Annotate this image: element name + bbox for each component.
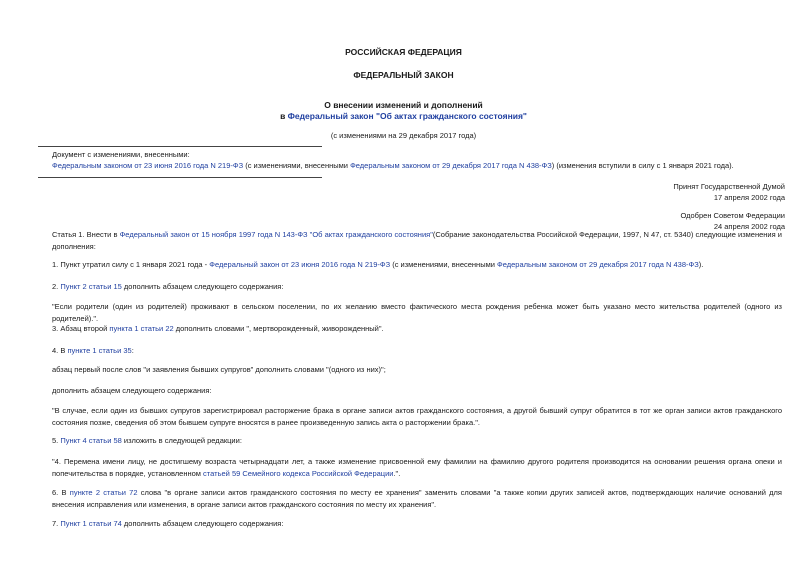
doc-note-label: Документ с изменениями, внесенными:: [52, 150, 190, 159]
paragraph-4: [38, 345, 782, 357]
paragraph-4-a: абзац первый после слов "и заявления бывших супругов" дополнить словами "(одного из них)";: [52, 365, 386, 374]
p1-link-1[interactable]: Федеральный закон от 23 июня 2016 года N 219-ФЗ: [209, 260, 391, 269]
p3-text-1: 3. Абзац второй: [52, 324, 110, 333]
paragraph-4-b: дополнить абзацем следующего содержания:: [52, 386, 212, 395]
p5-text-2: изложить в следующей редакции:: [121, 436, 242, 445]
p4-link-1[interactable]: пункте 1 статьи 35: [67, 346, 132, 355]
p6-text-2: слова "в органе записи актов гражданского состояния по месту ее хранения" заменить словами "а также копии других записей актов, подтверждающих наличие оснований для внесения исправления или изменения, в органе записи актов гражданского состояния по месту их хранения".: [52, 488, 782, 509]
doc-note-line: [52, 161, 734, 170]
paragraph-2: [38, 281, 782, 293]
article-1-link[interactable]: Федеральный закон от 15 ноября 1997 года N 143-ФЗ "Об актах гражданского состояния": [119, 230, 433, 239]
p7-link-1[interactable]: Пункт 1 статьи 74: [60, 519, 122, 528]
country-heading: РОССИЙСКАЯ ФЕДЕРАЦИЯ: [345, 47, 462, 57]
p1-text-1: 1. Пункт утратил силу с 1 января 2021 года -: [52, 260, 210, 269]
law-subtitle: (с изменениями на 29 декабря 2017 года): [330, 131, 477, 140]
article-1: [38, 229, 782, 252]
p5-quote-text-2: .".: [393, 468, 401, 478]
doc-note-link-2[interactable]: Федеральным законом от 29 декабря 2017 года N 438-ФЗ: [350, 161, 552, 170]
approved-by-council: Одобрен Советом Федерации: [680, 211, 785, 220]
paragraph-7: [38, 518, 782, 530]
law-title-line2: [0, 111, 807, 121]
p6-text-1: 6. В: [52, 488, 70, 497]
paragraph-5: [38, 435, 782, 447]
adopted-by-duma: Принят Государственной Думой: [673, 182, 785, 191]
paragraph-4-quote: "В случае, если один из бывших супругов зарегистрировал расторжение брака в органе записи актов гражданского состояния, а другой бывший супруг обратится в тот же орган записи актов гражданского состояния позже, сведения об этом бывшем супруге вносятся в ранее произведенную запись акта о расторжении брака.".: [52, 406, 782, 427]
adopted-date: 17 апреля 2002 года: [713, 193, 785, 202]
p4-text-2: :: [131, 346, 134, 355]
doc-note-link-1[interactable]: Федеральным законом от 23 июня 2016 года N 219-ФЗ: [52, 161, 244, 170]
divider-top: [38, 146, 322, 147]
paragraph-6: [38, 487, 782, 510]
title-prefix: в: [280, 111, 288, 121]
p7-text-2: дополнить абзацем следующего содержания:: [121, 519, 284, 528]
p5-link-1[interactable]: Пункт 4 статьи 58: [60, 436, 122, 445]
p7-text-1: 7.: [52, 519, 61, 528]
paragraph-5-quote: [38, 456, 782, 479]
law-type-heading: ФЕДЕРАЛЬНЫЙ ЗАКОН: [353, 70, 454, 80]
p1-text-2: (с изменениями, внесенными: [390, 260, 498, 269]
paragraph-3: [38, 323, 782, 335]
p5-text-1: 5.: [52, 436, 61, 445]
p1-text-3: ).: [698, 260, 704, 269]
law-title-line1: О внесении изменений и дополнений: [324, 100, 483, 110]
doc-note-text-1: (с изменениями, внесенными: [243, 161, 351, 170]
article-1-text-1: Статья 1. Внести в: [52, 230, 120, 239]
paragraph-2-quote: "Если родители (один из родителей) проживают в сельском поселении, по их желанию вместо фактического места рождения ребенка может быть указано место жительства родителей (одного из родителей).".: [52, 302, 782, 323]
paragraph-1: [38, 259, 782, 271]
p5-quote-text-1: "4. Перемена имени лицу, не достигшему возраста четырнадцати лет, а также изменение присвоенной ему фамилии на фамилию другого родителя производится на основании решения органа опеки и попечительства в порядке, установленном: [52, 457, 782, 478]
p4-text-1: 4. В: [52, 346, 68, 355]
p3-link-1[interactable]: пункта 1 статьи 22: [109, 324, 174, 333]
doc-note-text-2: ) (изменения вступили в силу с 1 января 2021 года).: [551, 161, 734, 170]
p1-link-2[interactable]: Федеральным законом от 29 декабря 2017 года N 438-ФЗ: [497, 260, 699, 269]
p2-link-1[interactable]: Пункт 2 статьи 15: [60, 282, 122, 291]
p5-quote-link-1[interactable]: статьей 59 Семейного кодекса Российской Федерации: [203, 468, 394, 478]
p2-text-2: дополнить абзацем следующего содержания:: [121, 282, 284, 291]
p3-text-2: дополнить словами ", мертворожденный, живорожденный".: [173, 324, 384, 333]
approved-date-text: 24 апреля 2002 года: [713, 222, 785, 231]
divider-bottom: [38, 177, 322, 178]
p2-text-1: 2.: [52, 282, 61, 291]
p6-link-1[interactable]: пункте 2 статьи 72: [69, 488, 138, 497]
law-title-link[interactable]: Федеральный закон "Об актах гражданского состояния": [287, 111, 527, 121]
article-1-text-2: (Собрание законодательства Российской Федерации, 1997, N 47, ст. 5340) следующие изменения и дополнения:: [52, 230, 782, 251]
